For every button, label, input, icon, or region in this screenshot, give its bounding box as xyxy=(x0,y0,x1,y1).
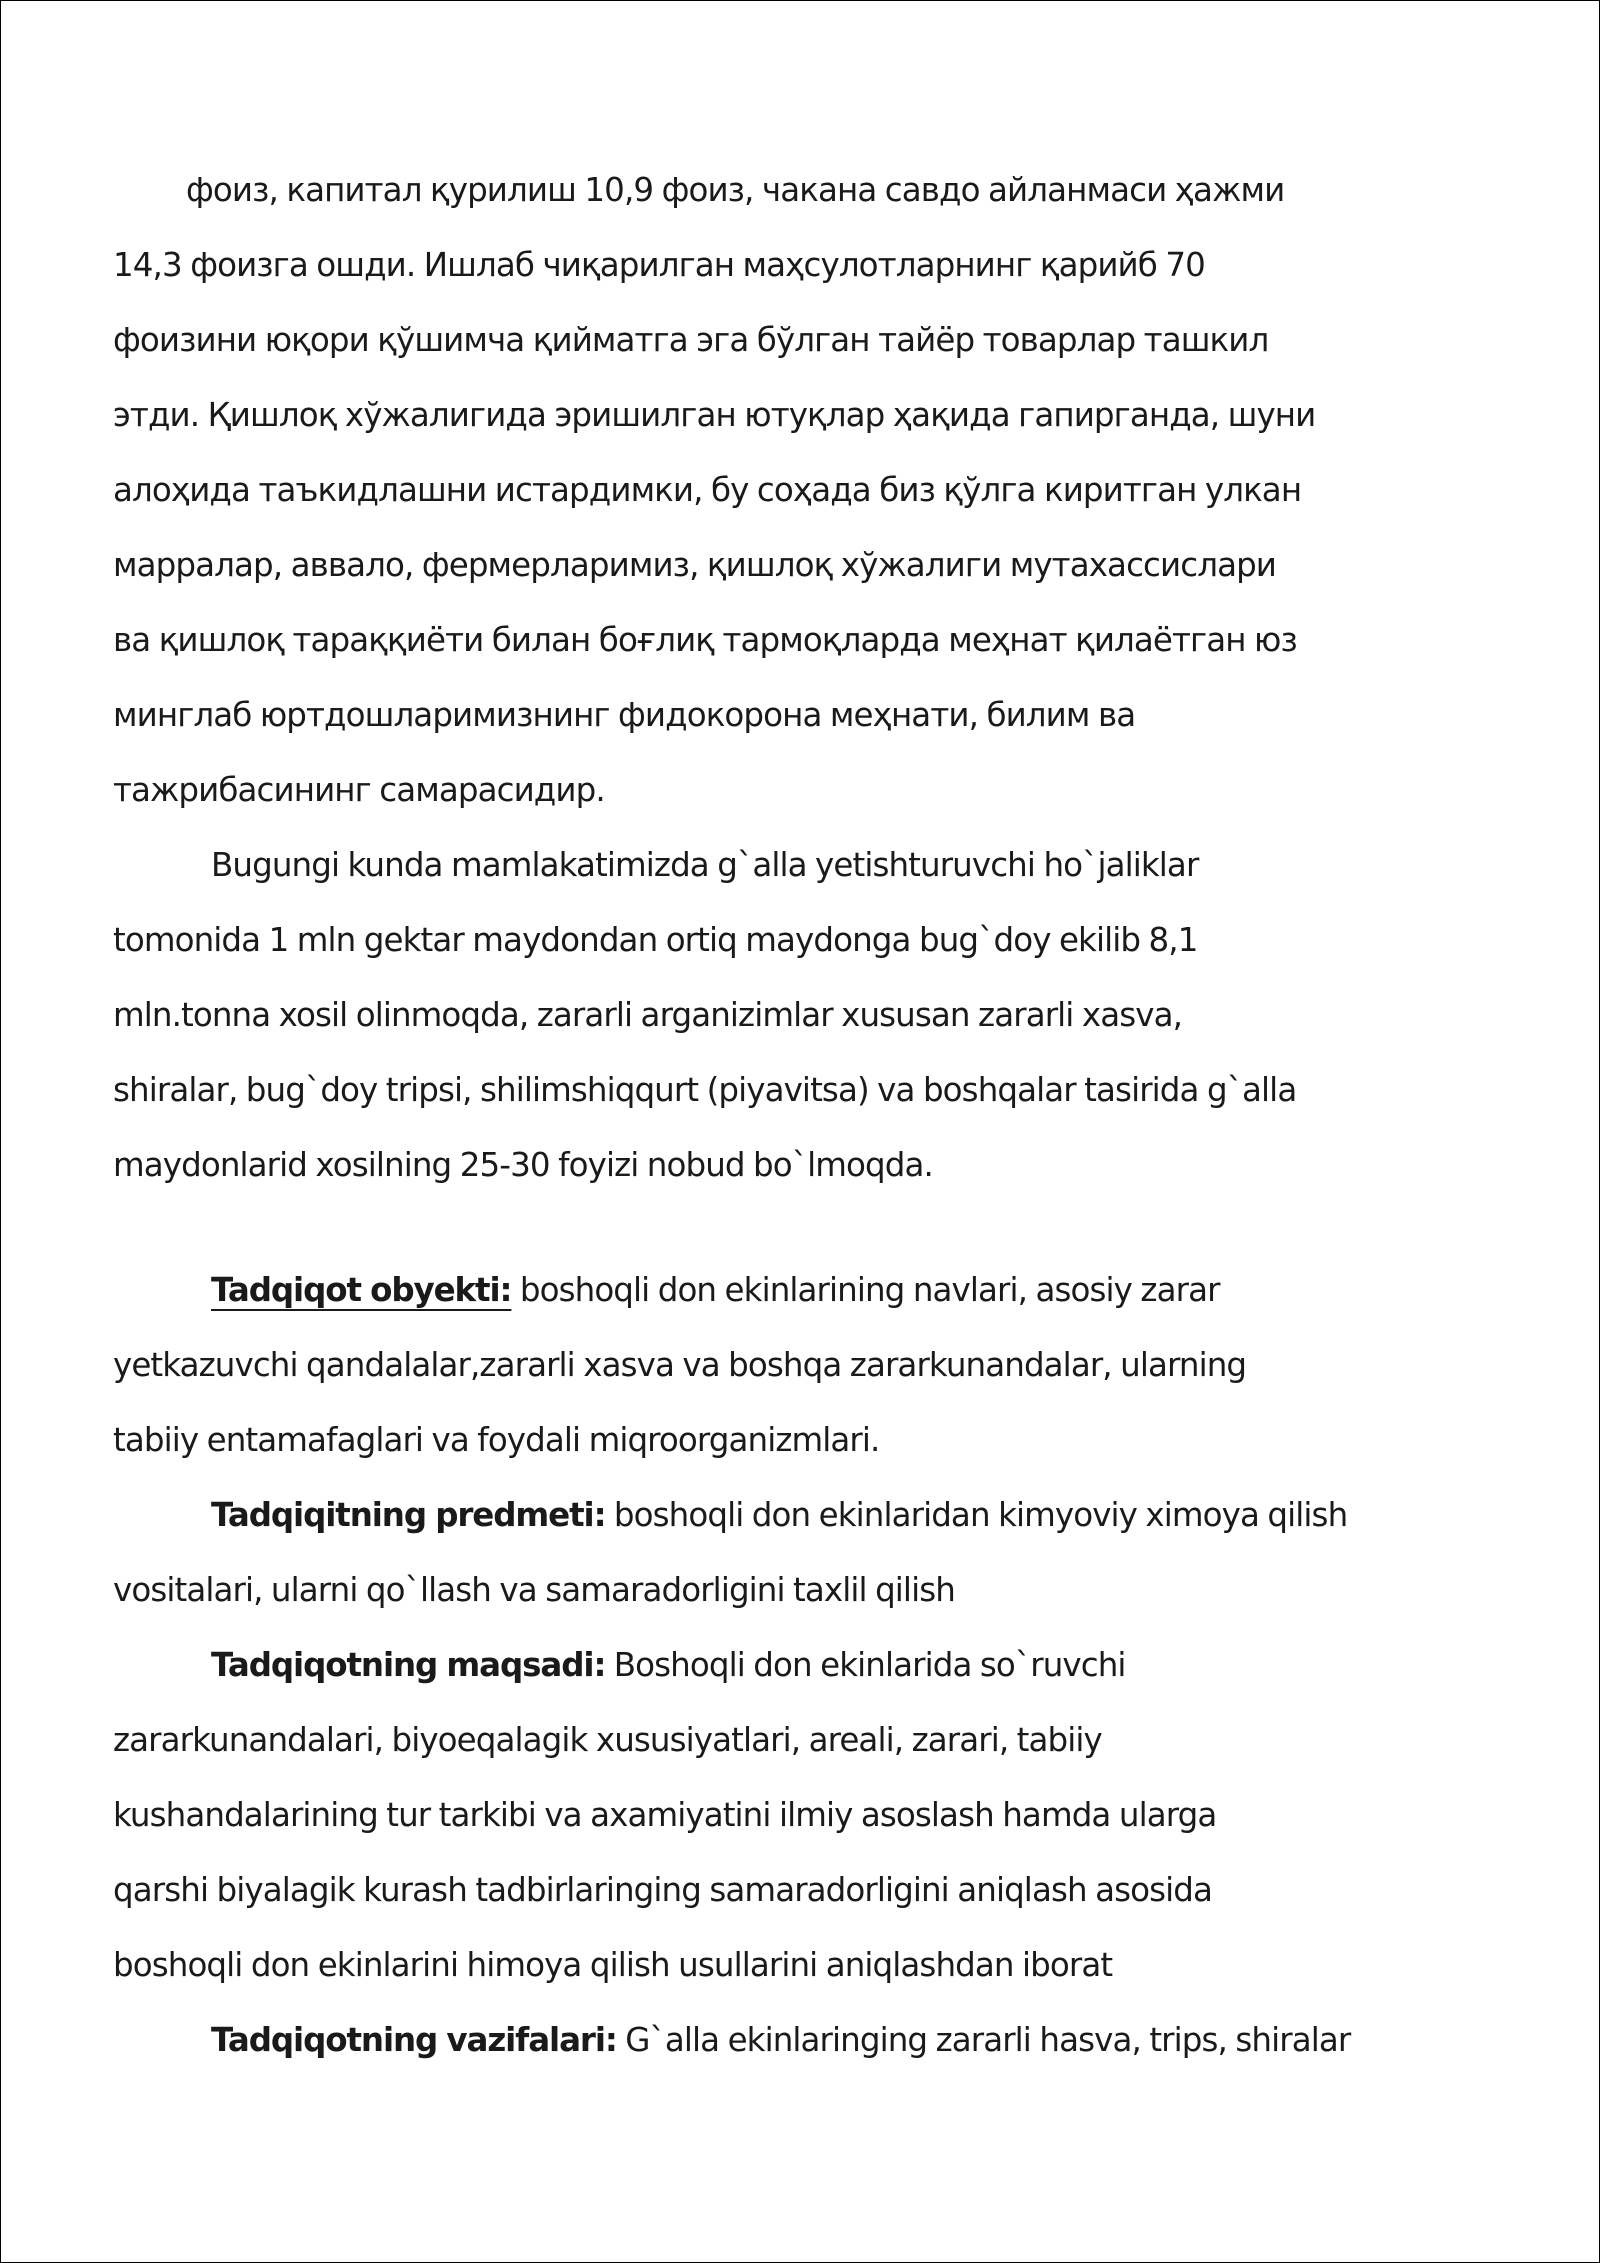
text-line: этди. Қишлоқ хўжалигида эришилган ютуқлар ҳақида гапирганда, шуни xyxy=(113,396,1316,434)
text-line: ва қишлоқ тараққиёти билан боғлиқ тармоқларда меҳнат қилаётган юз xyxy=(113,621,1297,659)
tasks-heading-line xyxy=(113,2003,1358,2078)
aim-heading-line xyxy=(113,1628,1358,1703)
object-label: Tadqiqot obyekti: xyxy=(211,1271,512,1309)
text-line: марралар, аввало, фермерларимиз, қишлоқ хўжалиги мутахассислари xyxy=(113,546,1277,584)
subject-text: boshoqli don ekinlaridan kimyoviy ximoya qilish xyxy=(605,1496,1348,1534)
text-line: yetkazuvchi qandalalar,zararli xasva va boshqa zararkunandalar, ularning xyxy=(113,1346,1247,1384)
subject-label: Tadqiqitning predmeti: xyxy=(211,1496,606,1534)
tasks-text: G`alla ekinlaringing zararli hasva, trips, shiralar xyxy=(616,2021,1351,2059)
text-line: vositalari, ularni qo`llash va samaradorligini taxlil qilish xyxy=(113,1571,955,1609)
text-line: maydonlarid xosilning 25-30 foyizi nobud bo`lmoqda. xyxy=(113,1146,933,1184)
text-line: фоиз, капитал қурилиш 10,9 фоиз, чакана савдо айланмаси ҳажми xyxy=(186,171,1285,209)
text-line: алоҳида таъкидлашни истардимки, бу соҳада биз қўлга киритган улкан xyxy=(113,471,1302,509)
paragraph-gap xyxy=(113,1203,1358,1253)
text-line: тажрибасининг самарасидир. xyxy=(113,771,605,809)
text-line: zararkunandalari, biyoeqalagik xususiyatlari, areali, zarari, tabiiy xyxy=(113,1721,1102,1759)
aim-label: Tadqiqotning maqsadi: xyxy=(211,1646,606,1684)
text-line: tabiiy entamafaglari va foydali miqroorganizmlari. xyxy=(113,1421,880,1459)
text-line: shiralar, bug`doy tripsi, shilimshiqqurt (piyavitsa) va boshqalar tasirida g`alla xyxy=(113,1071,1297,1109)
text-line: минглаб юртдошларимизнинг фидокорона меҳнати, билим ва xyxy=(113,696,1136,734)
object-heading-line xyxy=(113,1253,1358,1328)
page-content xyxy=(113,153,1358,2078)
text-line: tomonida 1 mln gektar maydondan ortiq maydonga bug`doy ekilib 8,1 xyxy=(113,921,1198,959)
subject-heading-line xyxy=(113,1478,1358,1553)
text-line: kushandalarining tur tarkibi va axamiyatini ilmiy asoslash hamda ularga xyxy=(113,1796,1217,1834)
text-line: 14,3 фоизга ошди. Ишлаб чиқарилган маҳсулотларнинг қарийб 70 xyxy=(113,246,1205,284)
text-line: qarshi biyalagik kurash tadbirlaringing samaradorligini aniqlash asosida xyxy=(113,1871,1213,1909)
text-line: Bugungi kunda mamlakatimizda g`alla yetishturuvchi ho`jaliklar xyxy=(211,846,1199,884)
object-text: boshoqli don ekinlarining navlari, asosiy zarar xyxy=(511,1271,1220,1309)
aim-text: Boshoqli don ekinlarida so`ruvchi xyxy=(605,1646,1126,1684)
tasks-label: Tadqiqotning vazifalari: xyxy=(211,2021,617,2059)
text-line: фоизини юқори қўшимча қийматга эга бўлган тайёр товарлар ташкил xyxy=(113,321,1269,359)
text-line: mln.tonna xosil olinmoqda, zararli arganizimlar xususan zararli xasva, xyxy=(113,996,1183,1034)
text-line: boshoqli don ekinlarini himoya qilish usullarini aniqlashdan iborat xyxy=(113,1946,1113,1984)
